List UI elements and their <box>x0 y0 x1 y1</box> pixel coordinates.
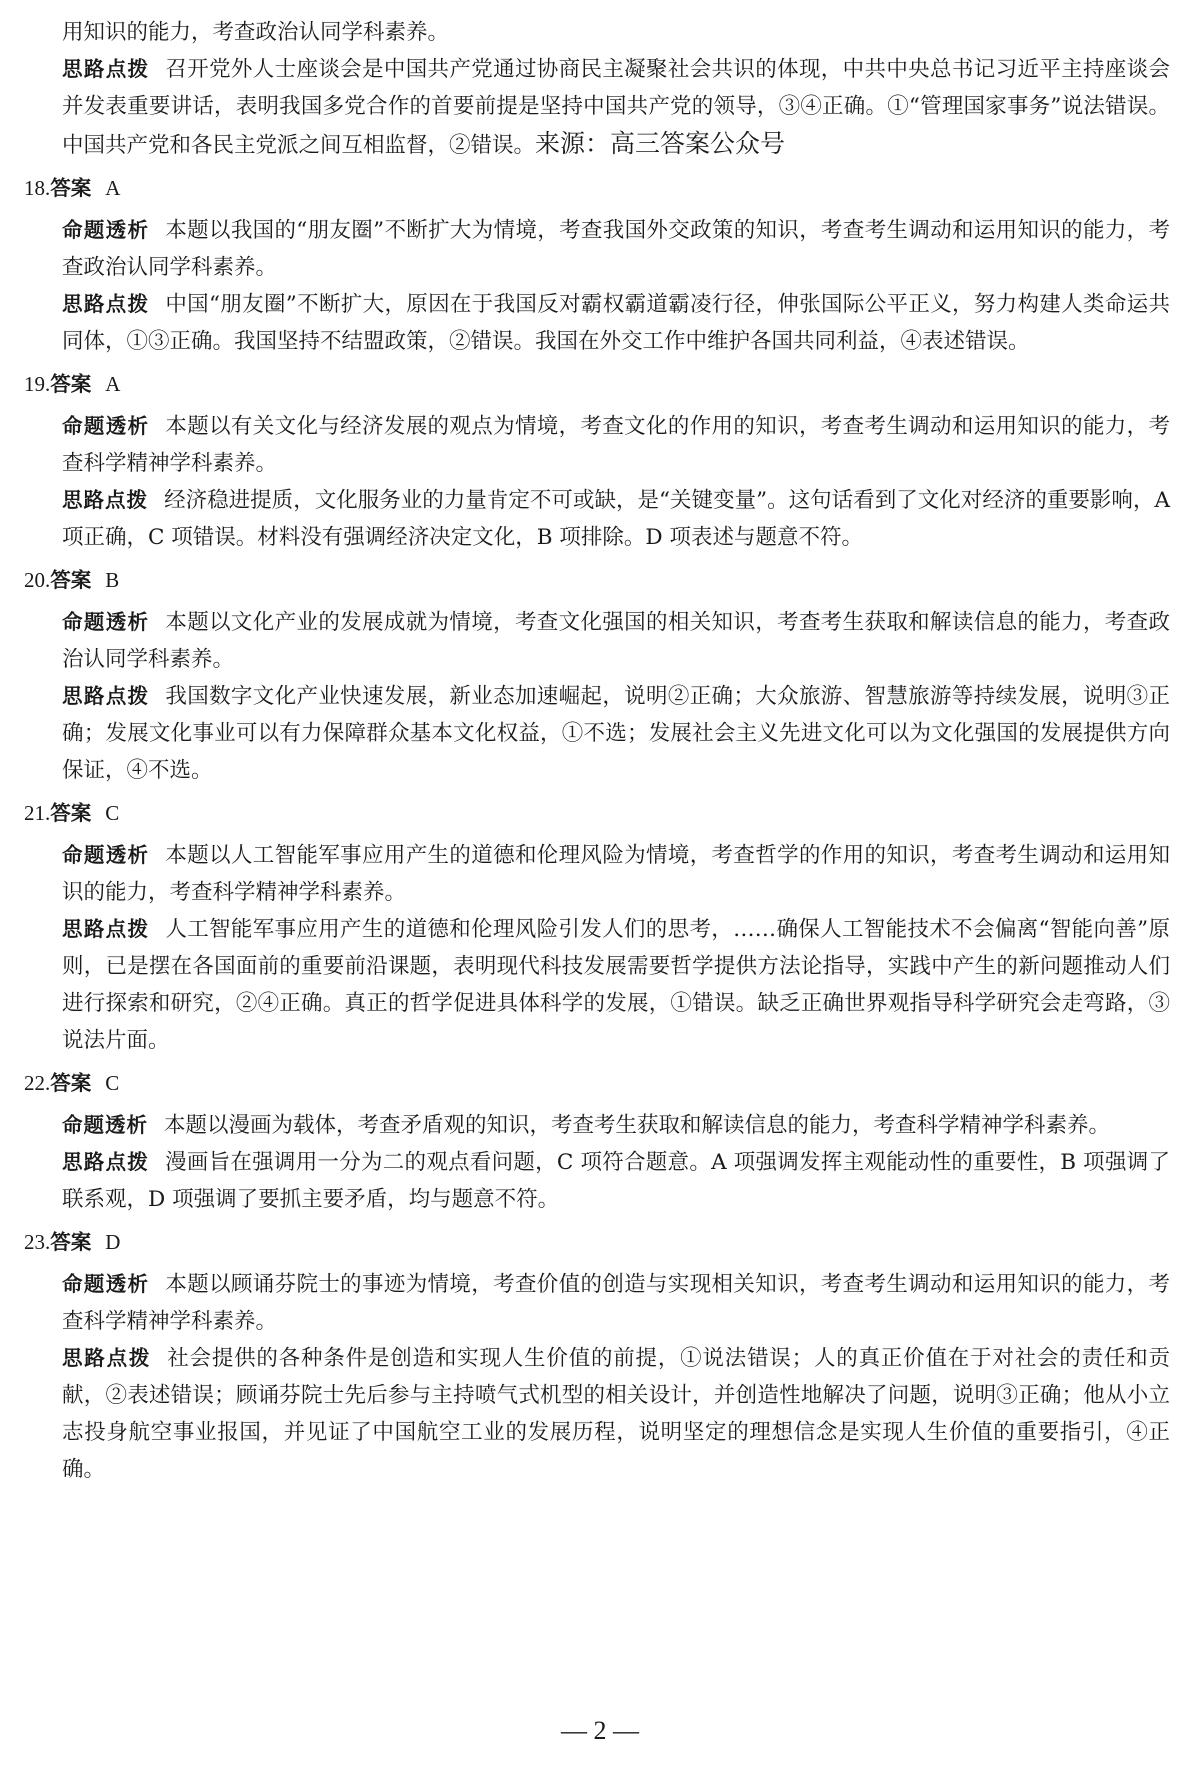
intro-hint-label: 思路点拨 <box>62 57 150 81</box>
answer-label: 答案 <box>50 568 92 592</box>
answer-label: 答案 <box>50 176 92 200</box>
intro-hint-text: 召开党外人士座谈会是中国共产党通过协商民主凝聚社会共识的体现，中共中央总书记习近平主持座谈会并发表重要讲话，表明我国多党合作的首要前提是坚持中国共产党的领导，③④正确。①“管理国家事务”说法错误。中国共产党和各民主党派之间互相监督，②错误。 <box>62 57 1170 158</box>
hint-text: 我国数字文化产业快速发展，新业态加速崛起，说明②正确；大众旅游、智慧旅游等持续发展，说明③正确；发展文化事业可以有力保障群众基本文化权益，①不选；发展社会主义先进文化可以为文化强国的发展提供方向保证，④不选。 <box>62 684 1170 783</box>
answer-value: B <box>105 568 120 592</box>
question-number: 19. <box>24 372 51 396</box>
hint-paragraph <box>24 911 1170 1059</box>
analysis-paragraph <box>24 1107 1170 1144</box>
analysis-label: 命题透析 <box>62 1113 148 1137</box>
answer-item <box>24 366 1170 556</box>
hint-paragraph <box>24 482 1170 556</box>
analysis-label: 命题透析 <box>62 1272 150 1296</box>
answer-item <box>24 170 1170 360</box>
analysis-text: 本题以顾诵芬院士的事迹为情境，考查价值的创造与实现相关知识，考查考生调动和运用知识的能力，考查科学精神学科素养。 <box>62 1272 1170 1334</box>
analysis-paragraph <box>24 604 1170 678</box>
analysis-label: 命题透析 <box>62 610 150 634</box>
answer-value: C <box>105 1071 120 1095</box>
hint-label: 思路点拨 <box>62 292 150 316</box>
analysis-paragraph <box>24 212 1170 286</box>
analysis-label: 命题透析 <box>62 218 150 242</box>
analysis-paragraph <box>24 408 1170 482</box>
hint-label: 思路点拨 <box>62 488 149 512</box>
intro-continuation <box>24 14 1170 51</box>
hint-text: 社会提供的各种条件是创造和实现人生价值的前提，①说法错误；人的真正价值在于对社会的责任和贡献，②表述错误；顾诵芬院士先后参与主持喷气式机型的相关设计，并创造性地解决了问题，说明③正确；他从小立志投身航空事业报国，并见证了中国航空工业的发展历程，说明坚定的理想信念是实现人生价值的重要指引，④正确。 <box>62 1346 1171 1482</box>
hint-label: 思路点拨 <box>62 1150 150 1174</box>
answer-items <box>24 170 1170 1488</box>
answer-value: C <box>105 801 120 825</box>
intro-line: 用知识的能力，考查政治认同学科素养。 <box>62 20 450 45</box>
question-number: 21. <box>24 801 51 825</box>
intro-block <box>24 14 1170 164</box>
hint-text: 漫画旨在强调用一分为二的观点看问题，C 项符合题意。A 项强调发挥主观能动性的重要性，B 项强调了联系观，D 项强调了要抓主要矛盾，均与题意不符。 <box>62 1150 1170 1212</box>
hint-label: 思路点拨 <box>62 684 150 708</box>
answer-label: 答案 <box>50 372 92 396</box>
answer-label: 答案 <box>50 1071 92 1095</box>
analysis-label: 命题透析 <box>62 843 150 867</box>
hint-paragraph <box>24 1144 1170 1218</box>
hint-paragraph <box>24 678 1170 789</box>
hint-paragraph <box>24 1340 1170 1488</box>
analysis-text: 本题以我国的“朋友圈”不断扩大为情境，考查我国外交政策的知识，考查考生调动和运用知识的能力，考查政治认同学科素养。 <box>62 218 1170 280</box>
analysis-text: 本题以有关文化与经济发展的观点为情境，考查文化的作用的知识，考查考生调动和运用知识的能力，考查科学精神学科素养。 <box>62 414 1170 476</box>
answer-row <box>24 366 1170 403</box>
answer-label: 答案 <box>50 1230 92 1254</box>
intro-hint <box>24 51 1170 164</box>
hint-text: 人工智能军事应用产生的道德和伦理风险引发人们的思考，……确保人工智能技术不会偏离“智能向善”原则，已是摆在各国面前的重要前沿课题，表明现代科技发展需要哲学提供方法论指导，实践中产生的新问题推动人们进行探索和研究，②④正确。真正的哲学促进具体科学的发展，①错误。缺乏正确世界观指导科学研究会走弯路，③说法片面。 <box>62 917 1170 1053</box>
analysis-paragraph <box>24 1266 1170 1340</box>
answer-row <box>24 170 1170 207</box>
question-number: 23. <box>24 1230 51 1254</box>
answer-label: 答案 <box>50 801 92 825</box>
analysis-label: 命题透析 <box>62 414 150 438</box>
answer-value: A <box>105 372 121 396</box>
hint-text: 经济稳进提质，文化服务业的力量肯定不可或缺，是“关键变量”。这句话看到了文化对经济的重要影响，A 项正确，C 项错误。材料没有强调经济决定文化，B 项排除。D 项表述与题意不符。 <box>62 488 1170 550</box>
answer-row <box>24 795 1170 832</box>
analysis-paragraph <box>24 837 1170 911</box>
answer-item <box>24 795 1170 1059</box>
answer-value: D <box>105 1230 121 1254</box>
answer-item <box>24 562 1170 789</box>
source-note: 来源：高三答案公众号 <box>535 129 786 158</box>
question-number: 22. <box>24 1071 51 1095</box>
analysis-text: 本题以漫画为载体，考查矛盾观的知识，考查考生获取和解读信息的能力，考查科学精神学科素养。 <box>164 1113 1111 1138</box>
hint-paragraph <box>24 286 1170 360</box>
answer-row <box>24 1065 1170 1102</box>
hint-text: 中国“朋友圈”不断扩大，原因在于我国反对霸权霸道霸凌行径，伸张国际公平正义，努力构建人类命运共同体，①③正确。我国坚持不结盟政策，②错误。我国在外交工作中维护各国共同利益，④表述错误。 <box>62 292 1170 354</box>
answer-row <box>24 562 1170 599</box>
answer-item <box>24 1224 1170 1488</box>
answer-value: A <box>105 176 121 200</box>
question-number: 20. <box>24 568 51 592</box>
question-number: 18. <box>24 176 51 200</box>
answer-item <box>24 1065 1170 1218</box>
analysis-text: 本题以文化产业的发展成就为情境，考查文化强国的相关知识，考查考生获取和解读信息的能力，考查政治认同学科素养。 <box>62 610 1170 672</box>
answer-row <box>24 1224 1170 1261</box>
hint-label: 思路点拨 <box>62 1346 152 1370</box>
page-number: — 2 — <box>561 1716 639 1745</box>
analysis-text: 本题以人工智能军事应用产生的道德和伦理风险为情境，考查哲学的作用的知识，考查考生调动和运用知识的能力，考查科学精神学科素养。 <box>62 843 1170 905</box>
hint-label: 思路点拨 <box>62 917 150 941</box>
